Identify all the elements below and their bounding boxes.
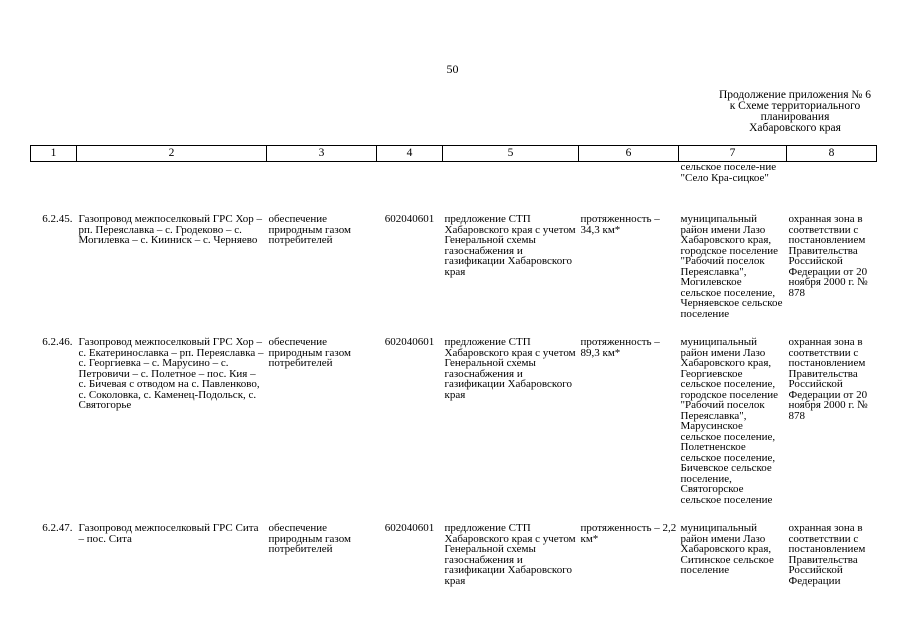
column-number-row <box>31 146 877 162</box>
table-row <box>31 196 877 319</box>
object-name: Газопровод межпоселковый ГРС Хор – рп. Переяславка – с. Гродеково – с. Могилевка – с. Кииниск – с. Черняево <box>78 213 262 246</box>
object-purpose: обеспечение природным газом потребителей <box>268 336 351 369</box>
continuation-line-4: Хабаровского края <box>749 122 841 134</box>
object-basis: предложение СТП Хабаровского края с учетом Генеральной схемы газоснабжения и газификации Хабаровского края <box>444 336 576 401</box>
table-row <box>31 319 877 505</box>
object-characteristics: протяженность – 2,2 км* <box>580 522 677 545</box>
object-basis: предложение СТП Хабаровского края с учетом Генеральной схемы газоснабжения и газификации Хабаровского края <box>444 522 576 587</box>
object-code: 602040601 <box>384 522 435 534</box>
column-header-7: 7 <box>679 146 787 162</box>
object-zone: охранная зона в соответствии с постановлением Правительства Российской Федерации <box>788 522 866 587</box>
continued-row <box>31 162 877 197</box>
row-number: 6.2.45. <box>42 213 73 225</box>
row-number: 6.2.47. <box>42 522 73 534</box>
continued-location-cell: сельское поселе-ние "Село Кра-сицкое" <box>680 161 777 184</box>
column-header-8: 8 <box>787 146 877 162</box>
object-code: 602040601 <box>384 336 435 348</box>
object-purpose: обеспечение природным газом потребителей <box>268 213 351 246</box>
object-zone: охранная зона в соответствии с постановлением Правительства Российской Федерации от 20 ноября 2000 г. № 878 <box>788 336 868 422</box>
object-name: Газопровод межпоселковый ГРС Хор – с. Екатеринославка – рп. Переяславка – с. Георгиевка – с. Марусино – с. Петровичи – с. Полетное – пос. Кия – с. Бичевая с отводом на с. Павленково, с. Соколовка, с. Каменец-Подольск, с. Святогорье <box>78 336 264 411</box>
column-header-6: 6 <box>579 146 679 162</box>
column-header-3: 3 <box>267 146 377 162</box>
object-characteristics: протяженность – 34,3 км* <box>580 213 660 236</box>
table-row <box>31 505 877 586</box>
object-zone: охранная зона в соответствии с постановлением Правительства Российской Федерации от 20 ноября 2000 г. № 878 <box>788 213 868 299</box>
object-name: Газопровод межпоселковый ГРС Сита – пос. Сита <box>78 522 259 545</box>
object-code: 602040601 <box>384 213 435 225</box>
continuation-header <box>700 90 890 134</box>
row-number: 6.2.46. <box>42 336 73 348</box>
column-header-4: 4 <box>377 146 443 162</box>
object-purpose: обеспечение природным газом потребителей <box>268 522 351 555</box>
page-number: 50 <box>446 62 459 76</box>
continuation-line-2: к Схеме территориального <box>729 100 861 112</box>
object-location: муниципальный район имени Лазо Хабаровского края, Ситинское сельское поселение <box>680 522 774 576</box>
object-basis: предложение СТП Хабаровского края с учетом Генеральной схемы газоснабжения и газификации Хабаровского края <box>444 213 576 278</box>
continuation-line-3: планирования <box>760 111 830 123</box>
object-characteristics: протяженность – 89,3 км* <box>580 336 660 359</box>
objects-table <box>30 145 877 586</box>
column-header-1: 1 <box>31 146 77 162</box>
continuation-line-1: Продолжение приложения № 6 <box>718 89 872 101</box>
object-location: муниципальный район имени Лазо Хабаровского края, городское поселение "Рабочий поселок Переяславка", Могилевское сельское поселение, Черняевское сельское поселение <box>680 213 783 320</box>
column-header-5: 5 <box>443 146 579 162</box>
object-location: муниципальный район имени Лазо Хабаровского края, Георгиевское сельское поселение, городское поселение "Рабочий поселок Переяславка", Марусинское сельское поселение, Полетненское сельское поселение, Бичевское сельское поселение, Святогорское сельское поселение <box>680 336 779 506</box>
column-header-2: 2 <box>77 146 267 162</box>
